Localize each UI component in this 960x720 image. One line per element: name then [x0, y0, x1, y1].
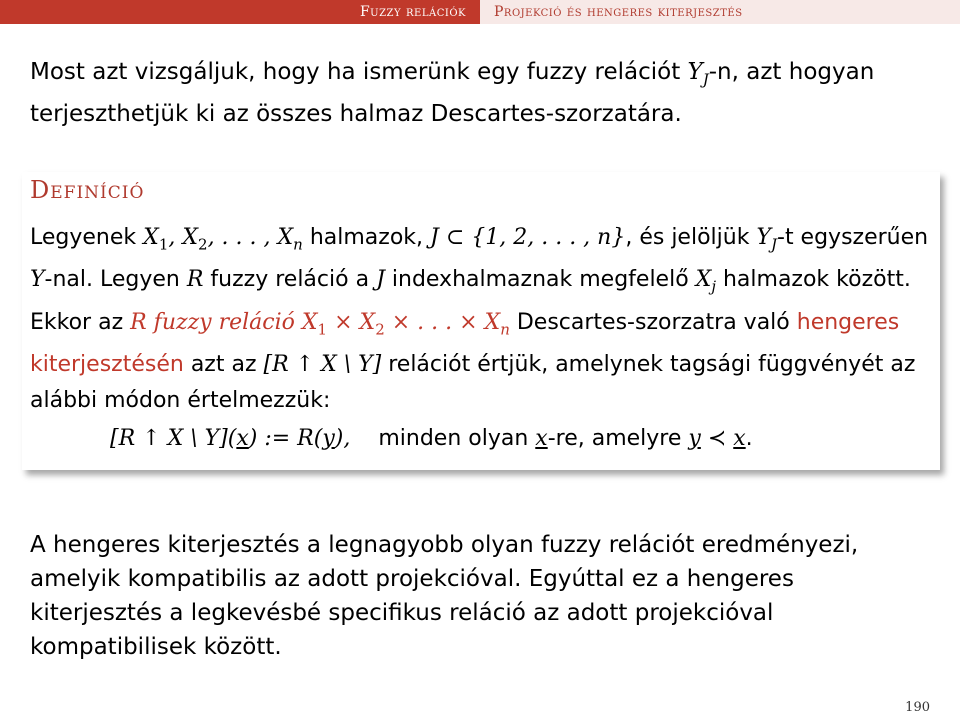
def-math: , . . . , X — [207, 225, 294, 250]
def-math-sub: j — [711, 277, 716, 296]
formula-lhs: [R ↑ X \ Y]( — [110, 426, 237, 451]
def-text: indexhalmaznak megfelelő — [384, 267, 696, 293]
intro-paragraph — [30, 55, 930, 131]
def-highlight-relation: × X — [327, 309, 376, 335]
formula-var: x — [535, 426, 548, 451]
def-text: -t egyszerűen — [777, 225, 929, 250]
nav-section-link[interactable]: Fuzzy relációk — [0, 0, 480, 24]
def-highlight-sub: n — [500, 320, 510, 339]
def-text: halmazok között. Ekkor az — [30, 267, 911, 335]
def-text: relációt értjük, amelynek tagsági függvényét az alábbi módon értelmezzük: — [30, 352, 916, 414]
def-text: halmazok, — [302, 225, 431, 250]
def-text: azt az — [183, 352, 264, 378]
formula-var: x — [236, 426, 249, 451]
formula-var: y — [322, 426, 335, 451]
def-text: fuzzy reláció a — [203, 267, 377, 293]
conclusion-paragraph: A hengeres kiterjesztés a legnagyobb olyan fuzzy relációt eredményezi, amelyik kompatibilis az adott projekcióval. Egyúttal ez a hengeres kiterjesztés a legkevésbé specifikus reláció az adott projekcióval kompatibilisek között. — [30, 532, 859, 660]
math-y: Y — [687, 59, 703, 85]
def-math: X — [695, 267, 712, 293]
formula-text: minden olyan — [378, 426, 536, 451]
definition-formula — [110, 426, 753, 451]
def-highlight-relation: × . . . × X — [384, 309, 501, 335]
def-highlight-relation: R fuzzy reláció X — [130, 309, 318, 335]
def-math: , X — [168, 225, 199, 250]
def-text: Descartes-szorzatra való — [509, 309, 797, 335]
def-text: -nal. Legyen — [44, 267, 187, 293]
intro-text-2: -n, azt hogyan terjeszthetjük ki az összes halmaz Descartes-szorzatára. — [30, 59, 875, 127]
formula-text: -re, amelyre — [547, 426, 689, 451]
formula-var: x — [733, 426, 746, 451]
def-math: J ⊂ {1, 2, . . . , n} — [430, 225, 626, 250]
navigation-bar — [0, 0, 960, 24]
nav-subsection-link[interactable]: Projekció és hengeres kiterjesztés — [480, 0, 960, 24]
definition-title: Definíció — [30, 176, 145, 204]
def-math: Y — [756, 225, 771, 250]
math-y-subscript: J — [702, 70, 709, 89]
def-math: R — [186, 267, 204, 293]
page-number: 190 — [905, 700, 930, 715]
definition-body — [30, 220, 930, 419]
def-math: J — [376, 267, 385, 293]
def-highlight-sub: 2 — [375, 320, 385, 339]
def-text: , és jelöljük — [625, 225, 757, 250]
def-highlight-sub: 1 — [317, 320, 328, 339]
def-math: [R ↑ X \ Y] — [263, 352, 382, 378]
formula-var: y — [688, 426, 701, 451]
def-math-sub: n — [293, 235, 303, 254]
def-math: Y — [30, 267, 45, 293]
formula-end: ), — [334, 426, 351, 451]
def-highlight-term: hengeres kiterjesztésén — [30, 309, 900, 378]
formula-dot: . — [745, 426, 753, 451]
def-math-sub: 1 — [158, 235, 169, 254]
formula-mid: ) := R( — [248, 426, 323, 451]
intro-text-1: Most azt vizsgáljuk, hogy ha ismerünk egy fuzzy relációt — [30, 59, 688, 85]
definition-block — [22, 172, 940, 470]
formula-prec: ≺ — [700, 426, 734, 451]
def-math: X — [143, 225, 159, 250]
def-math-sub: 2 — [198, 235, 208, 254]
def-math-sub: J — [770, 235, 777, 254]
def-text: Legyenek — [30, 225, 144, 250]
